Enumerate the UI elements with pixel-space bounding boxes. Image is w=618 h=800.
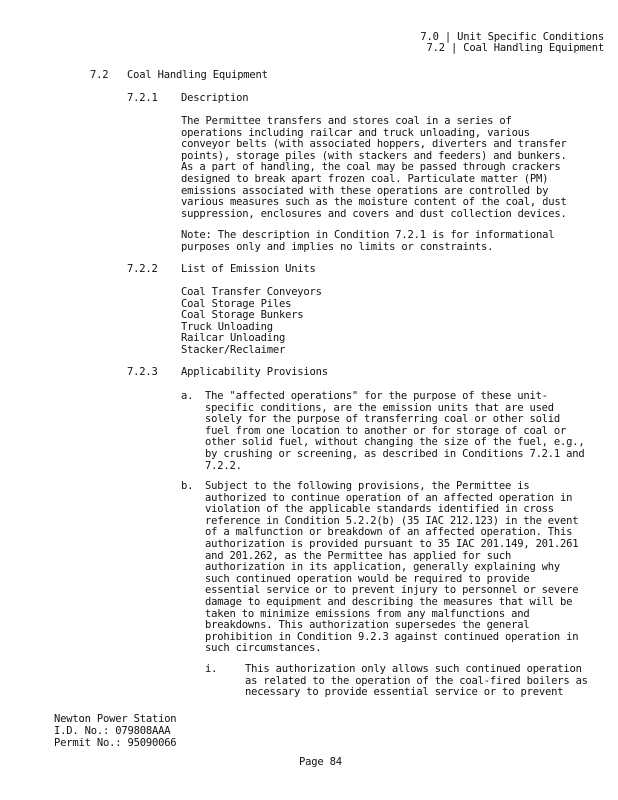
footer-permit-no: Permit No.: 95090066 bbox=[54, 737, 177, 749]
item-i-label: i. bbox=[205, 663, 218, 675]
text-line: suppression, enclosures and covers and dust collection devices. bbox=[181, 207, 567, 220]
text-line: as related to the operation of the coal-fired boilers as bbox=[245, 674, 588, 687]
text-line: 7.2.2. bbox=[205, 459, 242, 472]
text-line: by crushing or screening, as described in Conditions 7.2.1 and bbox=[205, 447, 585, 460]
list-item: Coal Transfer Conveyors bbox=[181, 286, 322, 298]
text-line: purposes only and implies no limits or constraints. bbox=[181, 240, 494, 253]
emission-units-list bbox=[181, 287, 322, 357]
text-line: essential service or to prevent injury to personnel or severe bbox=[205, 584, 579, 597]
text-line: designed to break apart frozen coal. Particulate matter (PM) bbox=[181, 172, 549, 185]
item-i-text bbox=[245, 664, 588, 699]
section-title: Coal Handling Equipment bbox=[127, 69, 268, 81]
list-item: Coal Storage Piles bbox=[181, 297, 292, 310]
list-item: Truck Unloading bbox=[181, 320, 273, 333]
page-header-line2: 7.2 | Coal Handling Equipment bbox=[426, 42, 604, 54]
item-b-label: b. bbox=[181, 480, 194, 492]
item-a-label: a. bbox=[181, 390, 194, 402]
item-a-text bbox=[205, 391, 585, 472]
list-item: Stacker/Reclaimer bbox=[181, 343, 286, 356]
text-line: specific conditions, are the emission units that are used bbox=[205, 401, 554, 414]
text-line: authorized to continue operation of an affected operation in bbox=[205, 491, 573, 504]
text-line: authorization in its application, generally explaining why bbox=[205, 561, 561, 574]
text-line: other solid fuel, without changing the size of the fuel, e.g., bbox=[205, 436, 585, 449]
text-line: reference in Condition 5.2.2(b) (35 IAC 212.123) in the event bbox=[205, 514, 579, 527]
text-line: damage to equipment and describing the measures that will be bbox=[205, 595, 573, 608]
applicability-number: 7.2.3 bbox=[127, 366, 158, 378]
text-line: such circumstances. bbox=[205, 642, 322, 655]
text-line: operations including railcar and truck unloading, various bbox=[181, 126, 530, 139]
applicability-heading: Applicability Provisions bbox=[181, 366, 328, 378]
text-line: authorization is provided pursuant to 35 IAC 201.149, 201.261 bbox=[205, 537, 579, 550]
text-line: The Permittee transfers and stores coal in a series of bbox=[181, 115, 512, 127]
text-line: fuel from one location to another or for storage of coal or bbox=[205, 424, 567, 437]
text-line: This authorization only allows such continued operation bbox=[245, 663, 582, 675]
description-paragraph bbox=[181, 116, 567, 220]
text-line: various measures such as the moisture content of the coal, dust bbox=[181, 196, 567, 209]
text-line: The "affected operations" for the purpose of these unit- bbox=[205, 390, 548, 402]
text-line: violation of the applicable standards identified in cross bbox=[205, 503, 554, 516]
description-heading: Description bbox=[181, 92, 249, 104]
text-line: points), storage piles (with stackers and feeders) and bunkers. bbox=[181, 149, 567, 162]
text-line: emissions associated with these operations are controlled by bbox=[181, 184, 549, 197]
text-line: of a malfunction or breakdown of an affected operation. This bbox=[205, 526, 573, 539]
footer-id-no: I.D. No.: 079808AAA bbox=[54, 725, 171, 737]
text-line: taken to minimize emissions from any malfunctions and bbox=[205, 607, 530, 620]
text-line: solely for the purpose of transferring coal or other solid bbox=[205, 413, 561, 426]
list-item: Coal Storage Bunkers bbox=[181, 309, 304, 322]
text-line: necessary to provide essential service or to prevent bbox=[245, 686, 564, 699]
text-line: conveyor belts (with associated hoppers, diverters and transfer bbox=[181, 138, 567, 151]
list-item: Railcar Unloading bbox=[181, 332, 286, 345]
text-line: Subject to the following provisions, the Permittee is bbox=[205, 480, 530, 492]
description-number: 7.2.1 bbox=[127, 92, 158, 104]
item-b-text bbox=[205, 481, 578, 655]
text-line: breakdowns. This authorization supersedes the general bbox=[205, 619, 530, 632]
page-number: Page 84 bbox=[299, 756, 342, 768]
text-line: Note: The description in Condition 7.2.1 is for informational bbox=[181, 229, 555, 241]
text-line: As a part of handling, the coal may be passed through crackers bbox=[181, 161, 561, 174]
footer-facility: Newton Power Station bbox=[54, 713, 177, 725]
text-line: prohibition in Condition 9.2.3 against continued operation in bbox=[205, 630, 579, 643]
emission-units-heading: List of Emission Units bbox=[181, 263, 316, 275]
description-note bbox=[181, 230, 554, 253]
text-line: and 201.262, as the Permittee has applied for such bbox=[205, 549, 512, 562]
text-line: such continued operation would be required to provide bbox=[205, 572, 530, 585]
section-number: 7.2 bbox=[90, 69, 109, 81]
page-header-line1: 7.0 | Unit Specific Conditions bbox=[420, 31, 604, 43]
emission-units-number: 7.2.2 bbox=[127, 263, 158, 275]
